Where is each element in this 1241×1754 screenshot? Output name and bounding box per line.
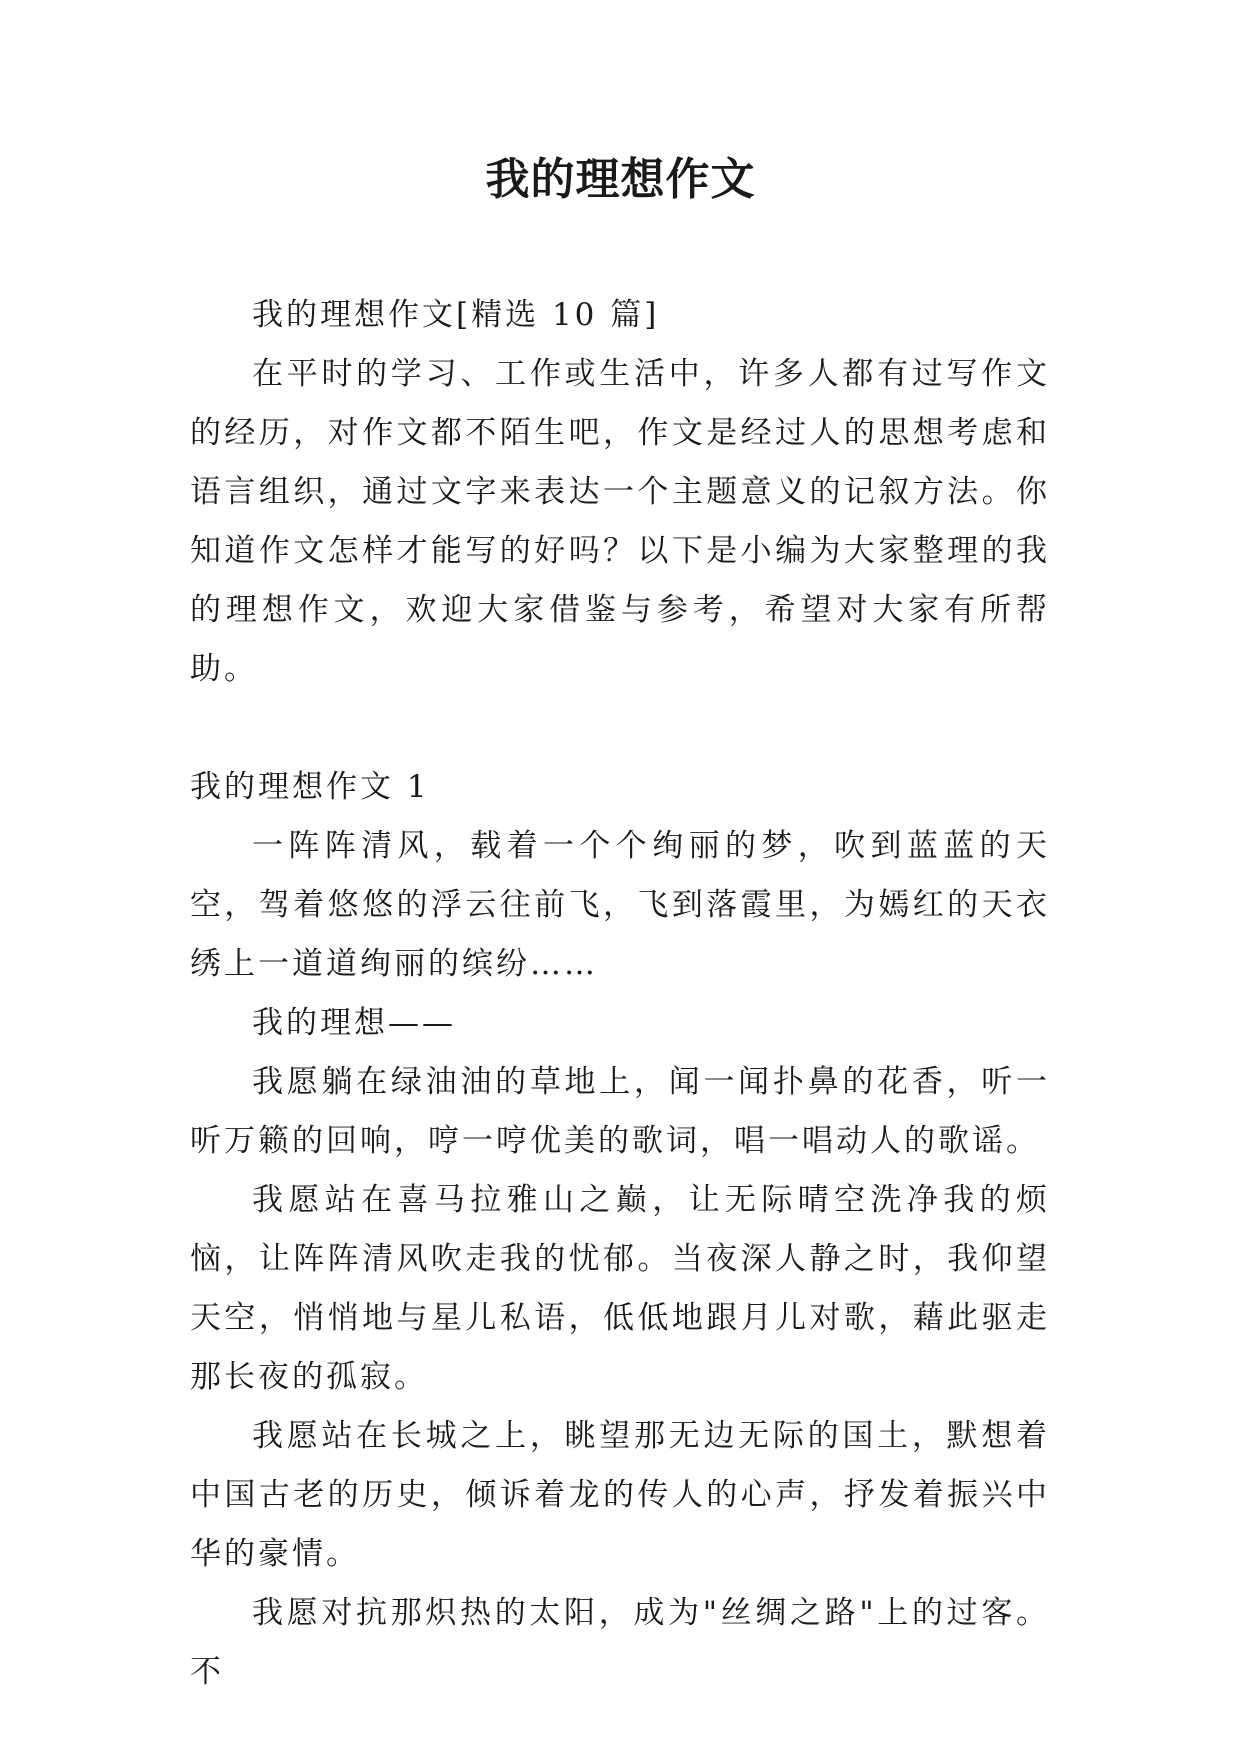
- intro-paragraph: 在平时的学习、工作或生活中，许多人都有过写作文的经历，对作文都不陌生吧，作文是经过人的思想考虑和语言组织，通过文字来表达一个主题意义的记叙方法。你知道作文怎样才能写的好吗？以下是小编为大家整理的我的理想作文，欢迎大家借鉴与参考，希望对大家有所帮助。: [190, 356, 1050, 687]
- document-title: 我的理想作文: [485, 154, 756, 205]
- body-paragraph: 我愿对抗那炽热的太阳，成为"丝绸之路"上的过客。不: [190, 1595, 1050, 1690]
- body-paragraph: 我愿站在长城之上，眺望那无边无际的国土，默想着中国古老的历史，倾诉着龙的传人的心声，抒发着振兴中华的豪情。: [190, 1418, 1050, 1572]
- paragraph-spacer: [190, 699, 1050, 758]
- body-paragraph: 一阵阵清风，载着一个个绚丽的梦，吹到蓝蓝的天空，驾着悠悠的浮云往前飞，飞到落霞里，为嫣红的天衣绣上一道道绚丽的缤纷……: [190, 828, 1050, 982]
- document-body: [190, 286, 1050, 1702]
- body-paragraph: 我愿躺在绿油油的草地上，闻一闻扑鼻的花香，听一听万籁的回响，哼一哼优美的歌词，唱一唱动人的歌谣。: [190, 1064, 1050, 1159]
- section-heading: 我的理想作文 1: [190, 769, 430, 805]
- body-paragraph: 我愿站在喜马拉雅山之巅，让无际晴空洗净我的烦恼，让阵阵清风吹走我的忧郁。当夜深人静之时，我仰望天空，悄悄地与星儿私语，低低地跟月儿对歌，藉此驱走那长夜的孤寂。: [190, 1182, 1050, 1395]
- body-paragraph: 我的理想——: [252, 1005, 456, 1041]
- subtitle-paragraph: 我的理想作文[精选 10 篇]: [252, 297, 660, 333]
